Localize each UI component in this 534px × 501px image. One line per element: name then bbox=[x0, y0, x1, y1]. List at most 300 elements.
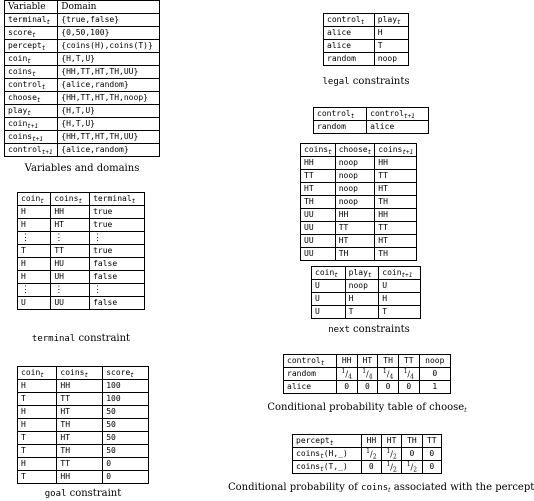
variable-name: coin bbox=[315, 268, 335, 277]
variable-domain-cell: {H,T,U} bbox=[58, 118, 160, 131]
variable-name: coins bbox=[8, 67, 33, 76]
next-play-header-cell bbox=[345, 267, 379, 280]
cpt-choose-cell bbox=[357, 368, 378, 381]
terminal-cell: U bbox=[18, 297, 51, 310]
legal-caption bbox=[318, 76, 414, 87]
next-choose-cell: UU bbox=[301, 235, 336, 248]
cpt-choose-caption bbox=[262, 402, 472, 413]
terminal-cell: ⋮ bbox=[51, 232, 90, 245]
variable-name: coins bbox=[8, 132, 33, 141]
cpt-percept-cell: 0 bbox=[422, 448, 441, 461]
variable-subscript: t+1 bbox=[32, 136, 43, 143]
next-choose-cell: TT bbox=[335, 222, 375, 235]
variable-subscript: t bbox=[41, 45, 46, 52]
variable-domain-cell: {0,50,100} bbox=[58, 27, 160, 40]
next-play-cell: U bbox=[312, 280, 346, 293]
terminal-header-cell bbox=[18, 193, 51, 206]
cpt-percept-caption-pre: Conditional probability of bbox=[228, 482, 362, 493]
cpt-percept-cell: 0 bbox=[402, 448, 422, 461]
variable-name: control bbox=[8, 80, 42, 89]
variable-subscript: t bbox=[367, 272, 372, 279]
variable-name: control bbox=[317, 109, 351, 118]
next-choose-row bbox=[301, 248, 417, 261]
variable-name-cell bbox=[5, 118, 58, 131]
variable-subscript: t bbox=[32, 71, 36, 78]
next-choose-header-cell bbox=[335, 144, 375, 157]
terminal-cell: HU bbox=[51, 258, 90, 271]
variable-name: coin bbox=[21, 368, 41, 377]
goal-cell: TT bbox=[57, 393, 103, 406]
goal-cell: 0 bbox=[103, 458, 149, 471]
variable-name: coins bbox=[60, 368, 85, 377]
fraction-value: $^1/_4$ bbox=[403, 368, 414, 381]
cpt-percept-header-cell: TT bbox=[422, 435, 441, 448]
terminal-cell: H bbox=[18, 271, 51, 284]
next-choose-row bbox=[301, 222, 417, 235]
terminal-cell: true bbox=[90, 245, 145, 258]
cpt-percept-caption bbox=[228, 482, 534, 494]
variable-name: coin bbox=[8, 54, 28, 63]
next-choose-header-cell bbox=[375, 144, 417, 157]
next-choose-header-cell bbox=[301, 144, 336, 157]
variable-subscript: t bbox=[36, 97, 41, 104]
terminal-cell: false bbox=[90, 271, 145, 284]
next-choose-cell: HH bbox=[375, 209, 417, 222]
variable-row bbox=[5, 105, 160, 118]
variable-subscript: t+1 bbox=[402, 149, 414, 156]
variable-name-cell bbox=[5, 27, 58, 40]
variable-name: coins bbox=[54, 194, 79, 203]
header-variable: Variable bbox=[5, 1, 58, 14]
cpt-choose-caption-text: Conditional probability table of choose bbox=[267, 402, 465, 413]
next-play-cell: T bbox=[345, 306, 379, 319]
terminal-cell: ⋮ bbox=[90, 284, 145, 297]
variables-domains-table bbox=[4, 0, 160, 157]
legal-cell: T bbox=[374, 40, 408, 53]
variable-subscript: t bbox=[360, 19, 365, 26]
next-choose-row bbox=[301, 235, 417, 248]
next-choose-row bbox=[301, 183, 417, 196]
cpt-choose-caption-sub: t bbox=[464, 407, 467, 414]
variable-subscript: t bbox=[27, 110, 31, 117]
cpt-choose-table bbox=[283, 354, 451, 394]
variable-name: choose bbox=[338, 145, 368, 154]
next-caption bbox=[311, 324, 427, 335]
terminal-cell: TT bbox=[51, 245, 90, 258]
goal-cell: TH bbox=[57, 419, 103, 432]
cpt-choose-cell: 0 bbox=[378, 381, 399, 394]
terminal-cell: false bbox=[90, 258, 145, 271]
legal-header-cell bbox=[324, 14, 375, 27]
next-choose-row bbox=[301, 170, 417, 183]
terminal-header-cell bbox=[51, 193, 90, 206]
variable-name: coins bbox=[296, 449, 321, 458]
variable-domain-cell: {coins(H),coins(T)} bbox=[58, 40, 160, 53]
next-choose-cell: HT bbox=[375, 235, 417, 248]
cpt-percept-cell bbox=[361, 448, 381, 461]
goal-caption-keyword: goal bbox=[44, 489, 67, 499]
variable-name-cell bbox=[5, 53, 58, 66]
variable-subscript: t bbox=[32, 32, 36, 39]
next-choose-cell: noop bbox=[335, 170, 375, 183]
variable-domain-cell: {true,false} bbox=[58, 14, 160, 27]
variable-domain-cell: {H,T,U} bbox=[58, 105, 160, 118]
variable-name: coins bbox=[304, 145, 329, 154]
variable-row bbox=[5, 118, 160, 131]
cpt-choose-cell: 0 bbox=[398, 381, 419, 394]
goal-cell: 0 bbox=[103, 471, 149, 484]
variable-subscript: t bbox=[84, 372, 89, 379]
cpt-percept-header-cell: HH bbox=[361, 435, 381, 448]
cpt-percept-caption-sub: t bbox=[388, 487, 391, 494]
cpt-choose-cell bbox=[336, 368, 357, 381]
terminal-cell: UU bbox=[51, 297, 90, 310]
fraction-value: $^1/_4$ bbox=[362, 368, 373, 381]
next-caption-text: constraints bbox=[349, 324, 410, 335]
variable-row bbox=[5, 66, 160, 79]
goal-cell: 50 bbox=[103, 445, 149, 458]
variable-subscript: t bbox=[40, 372, 44, 379]
terminal-caption bbox=[17, 333, 145, 344]
legal-caption-text: constraints bbox=[349, 76, 410, 87]
variable-domain-cell: {HH,TT,HT,TH,UU} bbox=[58, 131, 160, 144]
cpt-choose-cell: 1 bbox=[419, 381, 450, 394]
variable-name: score bbox=[106, 368, 131, 377]
variable-name: coins bbox=[296, 462, 321, 471]
terminal-cell: true bbox=[90, 206, 145, 219]
header-domain: Domain bbox=[58, 1, 160, 14]
cpt-percept-cell bbox=[402, 461, 422, 474]
goal-cell: HH bbox=[57, 380, 103, 393]
terminal-row bbox=[18, 245, 145, 258]
fraction-value: $^1/_2$ bbox=[406, 461, 418, 474]
terminal-row bbox=[18, 219, 145, 232]
goal-cell: HH bbox=[57, 471, 103, 484]
legal-cell: H bbox=[374, 27, 408, 40]
variable-subscript: t bbox=[320, 360, 325, 367]
cpt-percept-cell bbox=[381, 461, 401, 474]
variable-name: control bbox=[287, 356, 321, 365]
goal-cell: 50 bbox=[103, 419, 149, 432]
variable-subscript: t bbox=[46, 19, 51, 26]
variable-domain-cell: {HH,TT,HT,TH,UU} bbox=[58, 66, 160, 79]
cpt-choose-cell: alice bbox=[284, 381, 337, 394]
next-choose-cell: HH bbox=[375, 157, 417, 170]
variable-row bbox=[5, 53, 160, 66]
variable-argument: (T,_) bbox=[323, 462, 348, 471]
variable-subscript: t bbox=[328, 149, 332, 156]
goal-cell: TT bbox=[57, 458, 103, 471]
next-play-cell: U bbox=[312, 306, 346, 319]
next-choose-cell: HH bbox=[301, 157, 336, 170]
next-play-cell: U bbox=[312, 293, 346, 306]
cpt-choose-cell: 0 bbox=[419, 368, 450, 381]
cpt-choose-cell bbox=[398, 368, 419, 381]
terminal-cell: HH bbox=[51, 206, 90, 219]
terminal-row bbox=[18, 206, 145, 219]
legal-cell: alice bbox=[324, 27, 375, 40]
variable-name: percept bbox=[8, 41, 42, 50]
next-caption-keyword: next bbox=[328, 325, 350, 335]
next-play-cell: T bbox=[379, 306, 421, 319]
next-choose-cell: TH bbox=[335, 248, 375, 261]
variable-domain-cell: {alice,random} bbox=[58, 144, 160, 157]
cpt-percept-caption-post: associated with the percept bbox=[390, 482, 534, 493]
next-choose-row bbox=[301, 209, 417, 222]
terminal-row bbox=[18, 232, 145, 245]
cpt-choose-cell: random bbox=[284, 368, 337, 381]
goal-cell: HT bbox=[57, 406, 103, 419]
variable-name: terminal bbox=[8, 15, 47, 24]
legal-table bbox=[323, 13, 409, 66]
variable-subscript: t+1 bbox=[41, 149, 53, 156]
next-play-row bbox=[312, 306, 421, 319]
next-choose-block bbox=[300, 143, 417, 261]
fraction-value: $^1/_2$ bbox=[386, 448, 397, 461]
variable-domain-cell: {H,T,U} bbox=[58, 53, 160, 66]
terminal-cell: false bbox=[90, 297, 145, 310]
variable-subscript: t bbox=[367, 149, 372, 156]
cpt-percept-row bbox=[293, 461, 442, 474]
variable-name: terminal bbox=[93, 194, 132, 203]
variable-subscript: t bbox=[131, 198, 136, 205]
terminal-row bbox=[18, 297, 145, 310]
variable-subscript: t bbox=[334, 272, 338, 279]
next-play-cell: U bbox=[379, 280, 421, 293]
variable-name-cell bbox=[5, 14, 58, 27]
next-play-cell: H bbox=[345, 293, 379, 306]
variable-name: control bbox=[8, 145, 42, 154]
fraction-value: $^1/_2$ bbox=[386, 461, 397, 474]
next-choose-cell: TT bbox=[375, 170, 417, 183]
variable-subscript: t bbox=[329, 440, 334, 447]
next-choose-cell: HT bbox=[375, 183, 417, 196]
cpt-percept-cell bbox=[293, 461, 362, 474]
cpt-percept-cell: 0 bbox=[361, 461, 381, 474]
goal-caption bbox=[17, 488, 149, 499]
variable-domain-cell: {alice,random} bbox=[58, 79, 160, 92]
goal-caption-text: constraint bbox=[66, 488, 122, 499]
next-choose-cell: noop bbox=[335, 196, 375, 209]
next-play-block bbox=[311, 266, 421, 319]
terminal-cell: ⋮ bbox=[18, 284, 51, 297]
variable-row bbox=[5, 79, 160, 92]
cpt-percept-block bbox=[292, 434, 442, 474]
next-control-block bbox=[313, 107, 429, 134]
cpt-percept-row bbox=[293, 448, 442, 461]
cpt-percept-caption-keyword: coins bbox=[361, 483, 389, 493]
goal-table bbox=[17, 366, 149, 484]
next-play-header-cell bbox=[312, 267, 346, 280]
terminal-cell: UH bbox=[51, 271, 90, 284]
variable-subscript: t bbox=[130, 372, 134, 379]
cpt-percept-header-cell: HT bbox=[381, 435, 401, 448]
next-control-table bbox=[313, 107, 429, 134]
variable-name: play bbox=[8, 106, 28, 115]
variable-subscript: t bbox=[350, 113, 355, 120]
cpt-choose-header-cell: TH bbox=[378, 355, 399, 368]
goal-row bbox=[18, 419, 149, 432]
goal-header-cell bbox=[103, 367, 149, 380]
variable-argument: (H,_) bbox=[323, 449, 348, 458]
next-choose-table bbox=[300, 143, 417, 261]
legal-row bbox=[324, 40, 409, 53]
variable-domain-cell: {HH,TT,HT,TH,noop} bbox=[58, 92, 160, 105]
cpt-percept-header-cell: TH bbox=[402, 435, 422, 448]
goal-block bbox=[17, 366, 149, 484]
next-choose-cell: HT bbox=[301, 183, 336, 196]
next-choose-cell: TH bbox=[375, 248, 417, 261]
cpt-percept-table bbox=[292, 434, 442, 474]
terminal-header-cell bbox=[90, 193, 145, 206]
variable-name-cell bbox=[5, 79, 58, 92]
cpt-choose-header-cell: HT bbox=[357, 355, 378, 368]
terminal-cell: H bbox=[18, 219, 51, 232]
next-play-cell: noop bbox=[345, 280, 379, 293]
fraction-value: $^1/_4$ bbox=[341, 368, 352, 381]
terminal-row bbox=[18, 284, 145, 297]
next-choose-cell: UU bbox=[301, 209, 336, 222]
fraction-value: $^1/_4$ bbox=[382, 368, 394, 381]
next-play-table bbox=[311, 266, 421, 319]
goal-cell: H bbox=[18, 406, 57, 419]
terminal-cell: ⋮ bbox=[51, 284, 90, 297]
variable-subscript: t bbox=[78, 198, 83, 205]
goal-row bbox=[18, 471, 149, 484]
variable-row bbox=[5, 92, 160, 105]
next-choose-cell: TT bbox=[301, 170, 336, 183]
next-control-header-cell bbox=[314, 108, 367, 121]
variable-name: play bbox=[377, 15, 398, 24]
variable-row bbox=[5, 27, 160, 40]
legal-header-cell bbox=[374, 14, 408, 27]
variable-name: control bbox=[370, 109, 404, 118]
next-choose-cell: noop bbox=[335, 183, 375, 196]
cpt-choose-cell bbox=[378, 368, 399, 381]
terminal-caption-keyword: terminal bbox=[31, 334, 76, 344]
cpt-choose-header-cell: noop bbox=[419, 355, 450, 368]
variable-subscript: t bbox=[40, 198, 44, 205]
goal-cell: T bbox=[18, 393, 57, 406]
next-choose-cell: TH bbox=[375, 196, 417, 209]
variable-row bbox=[5, 144, 160, 157]
variable-name: choose bbox=[8, 93, 37, 102]
goal-row bbox=[18, 445, 149, 458]
next-control-row bbox=[314, 121, 429, 134]
goal-cell: T bbox=[18, 471, 57, 484]
cpt-choose-cell: 0 bbox=[336, 381, 357, 394]
variable-subscript: t bbox=[320, 453, 324, 460]
variable-subscript: t+1 bbox=[403, 113, 415, 120]
legal-block bbox=[323, 13, 409, 66]
cpt-percept-cell bbox=[293, 448, 362, 461]
variable-name-cell bbox=[5, 144, 58, 157]
goal-row bbox=[18, 432, 149, 445]
variable-name-cell bbox=[5, 40, 58, 53]
cpt-choose-header-cell: TT bbox=[398, 355, 419, 368]
variable-subscript: t bbox=[41, 84, 46, 91]
variable-name-cell bbox=[5, 105, 58, 118]
cpt-percept-cell bbox=[381, 448, 401, 461]
next-control-header-cell bbox=[367, 108, 429, 121]
legal-row bbox=[324, 27, 409, 40]
cpt-percept-header-cell bbox=[293, 435, 362, 448]
goal-row bbox=[18, 458, 149, 471]
goal-cell: HT bbox=[57, 432, 103, 445]
goal-cell: 100 bbox=[103, 393, 149, 406]
next-play-row bbox=[312, 293, 421, 306]
variable-name: percept bbox=[296, 436, 330, 445]
next-choose-cell: UU bbox=[301, 222, 336, 235]
next-control-cell: alice bbox=[367, 121, 429, 134]
goal-header-cell bbox=[18, 367, 57, 380]
fraction-value: $^1/_2$ bbox=[366, 448, 377, 461]
variable-name: coin bbox=[382, 268, 402, 277]
terminal-cell: ⋮ bbox=[90, 232, 145, 245]
terminal-cell: ⋮ bbox=[18, 232, 51, 245]
goal-row bbox=[18, 380, 149, 393]
goal-row bbox=[18, 406, 149, 419]
goal-cell: H bbox=[18, 419, 57, 432]
next-control-cell: random bbox=[314, 121, 367, 134]
next-choose-cell: noop bbox=[335, 157, 375, 170]
terminal-cell: H bbox=[18, 258, 51, 271]
variable-name-cell bbox=[5, 92, 58, 105]
cpt-choose-block bbox=[283, 354, 451, 394]
variables-domains-caption: Variables and domains bbox=[24, 163, 140, 174]
cpt-choose-row bbox=[284, 368, 451, 381]
cpt-percept-cell: 0 bbox=[422, 461, 441, 474]
goal-cell: T bbox=[18, 445, 57, 458]
terminal-block bbox=[17, 192, 145, 310]
next-choose-cell: HH bbox=[335, 209, 375, 222]
variable-row bbox=[5, 40, 160, 53]
terminal-cell: HT bbox=[51, 219, 90, 232]
cpt-choose-header-cell bbox=[284, 355, 337, 368]
variable-name: score bbox=[8, 28, 33, 37]
goal-header-cell bbox=[57, 367, 103, 380]
terminal-row bbox=[18, 258, 145, 271]
next-choose-cell: TT bbox=[375, 222, 417, 235]
variables-domains-block bbox=[4, 0, 160, 157]
legal-cell: noop bbox=[374, 53, 408, 66]
next-play-row bbox=[312, 280, 421, 293]
terminal-caption-text: constraint bbox=[75, 333, 131, 344]
cpt-choose-header-cell: HH bbox=[336, 355, 357, 368]
next-choose-row bbox=[301, 196, 417, 209]
variable-name-cell bbox=[5, 66, 58, 79]
goal-cell: H bbox=[18, 380, 57, 393]
next-choose-cell: UU bbox=[301, 248, 336, 261]
variable-subscript: t+1 bbox=[401, 272, 413, 279]
variable-subscript: t+1 bbox=[27, 123, 39, 130]
legal-cell: alice bbox=[324, 40, 375, 53]
variable-name: coin bbox=[8, 119, 28, 128]
cpt-choose-cell: 0 bbox=[357, 381, 378, 394]
goal-cell: TH bbox=[57, 445, 103, 458]
variable-name: coins bbox=[378, 145, 403, 154]
variable-row bbox=[5, 131, 160, 144]
variable-subscript: t bbox=[320, 466, 324, 473]
terminal-row bbox=[18, 271, 145, 284]
variable-subscript: t bbox=[397, 19, 401, 26]
next-choose-cell: TH bbox=[301, 196, 336, 209]
goal-cell: 50 bbox=[103, 406, 149, 419]
terminal-cell: H bbox=[18, 206, 51, 219]
terminal-cell: true bbox=[90, 219, 145, 232]
variable-name: play bbox=[348, 268, 368, 277]
variable-row bbox=[5, 14, 160, 27]
